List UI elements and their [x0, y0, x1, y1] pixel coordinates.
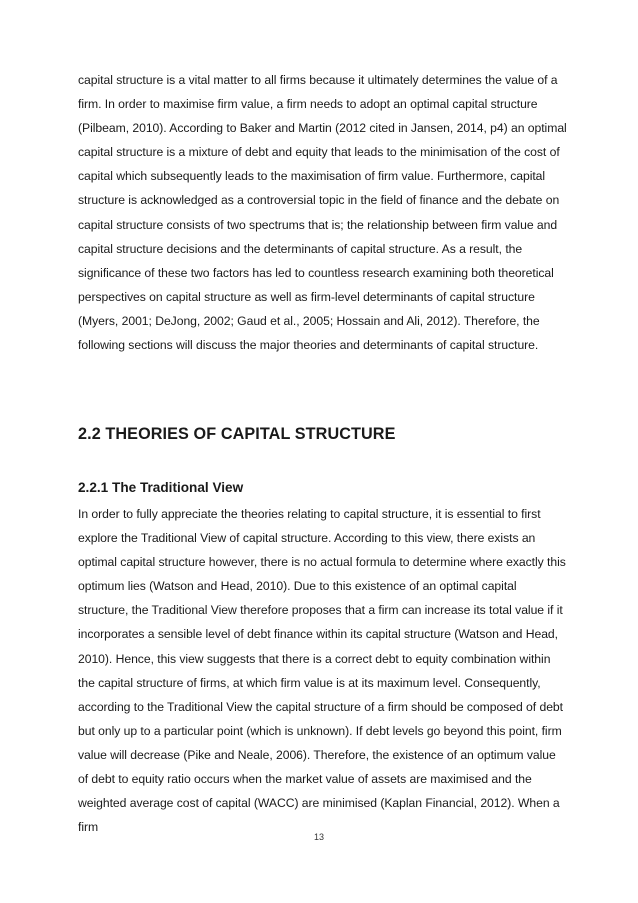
section-heading: 2.2 THEORIES OF CAPITAL STRUCTURE: [78, 425, 396, 443]
body-paragraph-2: In order to fully appreciate the theories relating to capital structure, it is essential to first explore the Traditional View of capital structure. According to this view, there exists an optimal capital structure however, there is no actual formula to determine where exactly this optimum lies (Watson and Head, 2010). Due to this existence of an optimal capital structure, the Traditional View therefore proposes that a firm can increase its total value if it incorporates a sensible level of debt finance within its capital structure (Watson and Head, 2010). Hence, this view suggests that there is a correct debt to equity combination within the capital structure of firms, at which firm value is at its maximum level. Consequently, according to the Traditional View the capital structure of a firm should be composed of debt but only up to a particular point (which is unknown). If debt levels go beyond this point, firm value will decrease (Pike and Neale, 2006). Therefore, the existence of an optimum value of debt to equity ratio occurs when the market value of assets are maximised and the weighted average cost of capital (WACC) are minimised (Kaplan Financial, 2012). When a firm: [78, 507, 566, 835]
page-content: [78, 68, 568, 835]
page-number: 13: [313, 832, 324, 842]
body-paragraph-1: capital structure is a vital matter to all firms because it ultimately determines the value of a firm. In order to maximise firm value, a firm needs to adopt an optimal capital structure (Pilbeam, 2010). According to Baker and Martin (2012 cited in Jansen, 2014, p4) an optimal capital structure is a mixture of debt and equity that leads to the minimisation of the cost of capital which subsequently leads to the maximisation of firm value. Furthermore, capital structure is acknowledged as a controversial topic in the field of finance and the debate on capital structure consists of two spectrums that is; the relationship between firm value and capital structure decisions and the determinants of capital structure. As a result, the significance of these two factors has led to countless research examining both theoretical perspectives on capital structure as well as firm-level determinants of capital structure (Myers, 2001; DeJong, 2002; Gaud et al., 2005; Hossain and Ali, 2012). Therefore, the following sections will discuss the major theories and determinants of capital structure.: [78, 73, 567, 353]
subsection-heading: 2.2.1 The Traditional View: [78, 480, 244, 495]
